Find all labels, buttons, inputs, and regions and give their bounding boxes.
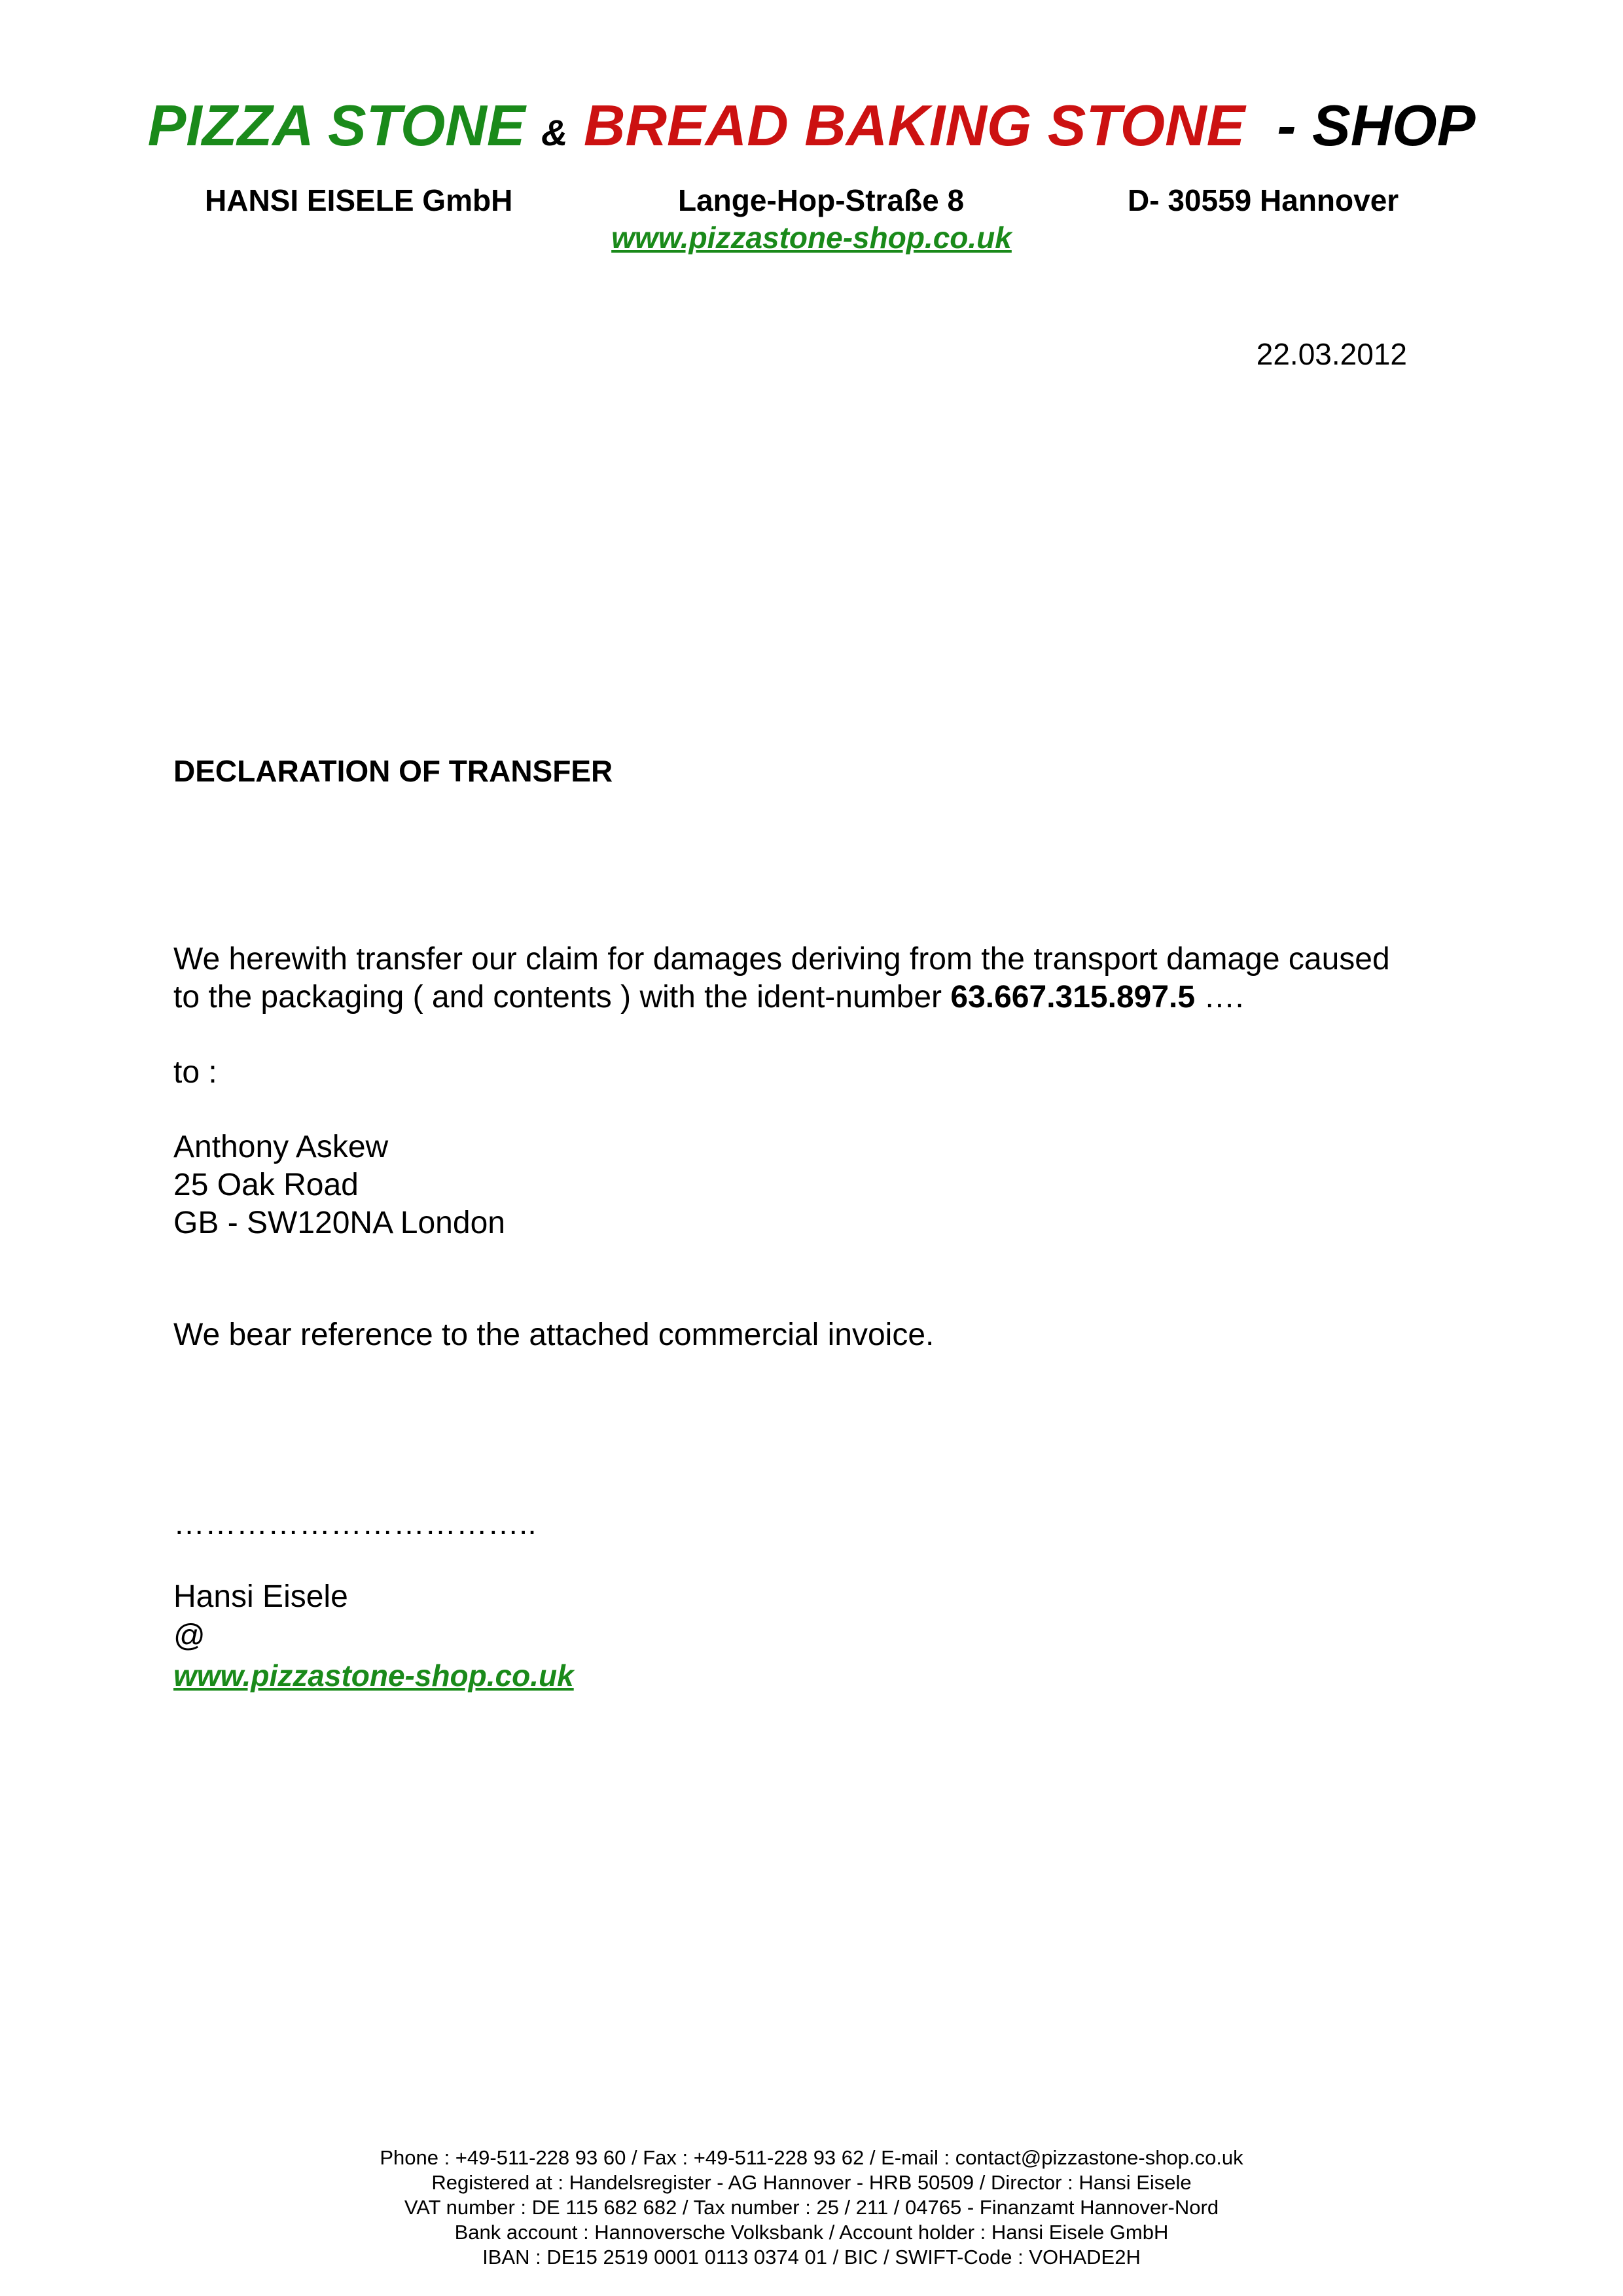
brand-pizza-stone: PIZZA STONE [147, 93, 526, 158]
footer [0, 2145, 1623, 2270]
to-label: to : [173, 1055, 217, 1090]
body-line-1: We herewith transfer our claim for damages deriving from the transport damage caused [173, 942, 1390, 977]
footer-registration-line: Registered at : Handelsregister - AG Hannover - HRB 50509 / Director : Hansi Eisele [431, 2171, 1192, 2194]
footer-iban-line: IBAN : DE15 2519 0001 0113 0374 01 / BIC / SWIFT-Code : VOHADE2H [482, 2246, 1141, 2269]
brand-shop: - SHOP [1277, 93, 1476, 158]
website-link-signature[interactable]: www.pizzastone-shop.co.uk [173, 1659, 574, 1693]
recipient-city: GB - SW120NA London [173, 1206, 505, 1240]
body-paragraph [173, 941, 1390, 1016]
recipient-name: Anthony Askew [173, 1130, 389, 1164]
signature-at: @ [173, 1619, 205, 1653]
ident-number: 63.667.315.897.5 [950, 980, 1196, 1014]
footer-contact-line: Phone : +49-511-228 93 60 / Fax : +49-511-228 93 62 / E-mail : contact@pizzastone-shop.co.uk [380, 2146, 1243, 2169]
company-name: HANSI EISELE GmbH [205, 183, 513, 217]
footer-tax-line: VAT number : DE 115 682 682 / Tax number : 25 / 211 / 04765 - Finanzamt Hannover-Nord [404, 2196, 1219, 2219]
body-line-2-suffix: …. [1195, 980, 1244, 1014]
recipient-address [173, 1128, 505, 1242]
document-title: DECLARATION OF TRANSFER [173, 754, 613, 788]
footer-bank-line: Bank account : Hannoversche Volksbank / Account holder : Hansi Eisele GmbH [454, 2221, 1169, 2244]
company-street: Lange-Hop-Straße 8 [678, 183, 965, 217]
website-link-header-text[interactable]: www.pizzastone-shop.co.uk [611, 221, 1012, 255]
reference-line: We bear reference to the attached commercial invoice. [173, 1318, 935, 1352]
website-link-header[interactable] [0, 223, 1623, 253]
signature-name: Hansi Eisele [173, 1579, 348, 1614]
body-line-2 [173, 978, 1390, 1016]
company-city: D- 30559 Hannover [1128, 183, 1399, 217]
body-line-2-prefix: to the packaging ( and contents ) with the ident-number [173, 980, 951, 1014]
recipient-street: 25 Oak Road [173, 1168, 359, 1202]
letterhead-brand [0, 93, 1623, 158]
letter-date: 22.03.2012 [1256, 337, 1407, 371]
signature-dots: …………………………….. [173, 1507, 537, 1541]
brand-ampersand: & [541, 112, 568, 153]
brand-bread-baking-stone: BREAD BAKING STONE [583, 93, 1245, 158]
